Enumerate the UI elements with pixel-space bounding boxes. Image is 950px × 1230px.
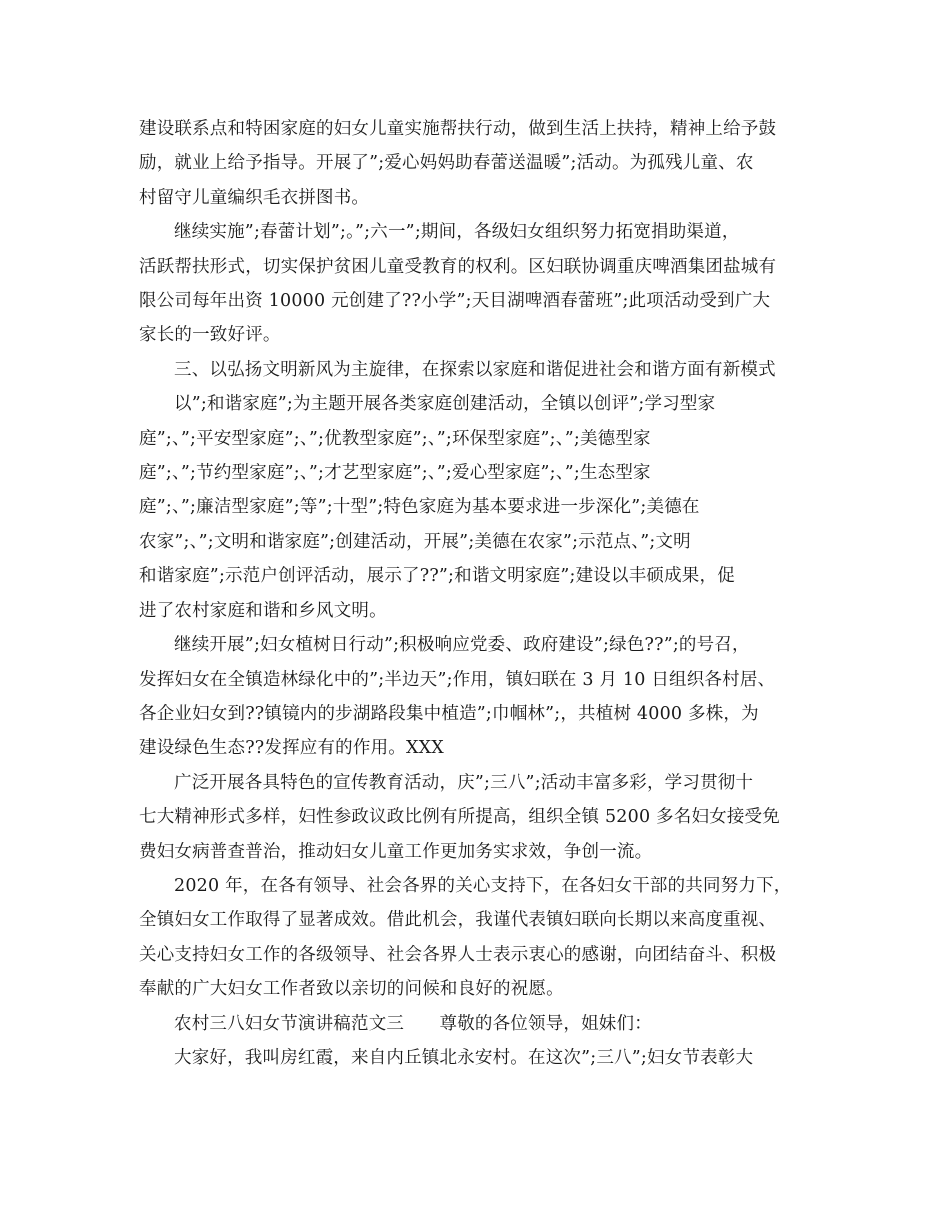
- paragraph: [139, 353, 829, 387]
- paragraph: [139, 1041, 829, 1075]
- text-line: 庭”;、”;节约型家庭”;、”;才艺型家庭”;、”;爱心型家庭”;、”;生态型家: [139, 463, 651, 484]
- paragraph: [139, 1007, 829, 1041]
- text-line: 七大精神形式多样，妇性参政议政比例有所提高，组织全镇 5200 多名妇女接受免: [139, 807, 780, 828]
- document-body: [139, 112, 829, 1075]
- text-line: 费妇女病普查普治，推动妇女儿童工作更加务实求效，争创一流。: [139, 841, 653, 862]
- text-line: 继续开展”;妇女植树日行动”;积极响应党委、政府建设”;绿色??”;的号召，: [174, 635, 750, 656]
- text-line: 活跃帮扶形式，切实保护贫困儿童受教育的权利。区妇联协调重庆啤酒集团盐城有: [139, 256, 777, 277]
- paragraph: [139, 628, 829, 766]
- text-line: 全镇妇女工作取得了显著成效。借此机会，我谨代表镇妇联向长期以来高度重视、: [139, 910, 777, 931]
- text-line: 三、以弘扬文明新风为主旋律，在探索以家庭和谐促进社会和谐方面有新模式: [174, 359, 776, 380]
- text-line: 发挥妇女在全镇造林绿化中的”;半边天”;作用，镇妇联在 3 月 10 日组织各村居、: [139, 669, 776, 690]
- text-line: 农家”;、”;文明和谐家庭”;创建活动，开展”;美德在农家”;示范点、”;文明: [139, 531, 691, 552]
- text-line: 2020 年，在各有领导、社会各界的关心支持下，在各妇女干部的共同努力下，: [174, 875, 792, 896]
- text-line: 建设联系点和特困家庭的妇女儿童实施帮扶行动，做到生活上扶持，精神上给予鼓: [139, 119, 777, 139]
- text-line: 家长的一致好评。: [139, 325, 281, 346]
- paragraph: [139, 215, 829, 353]
- text-line: 奉献的广大妇女工作者致以亲切的问候和良好的祝愿。: [139, 979, 564, 1000]
- text-line: 和谐家庭”;示范户创评活动，展示了??”;和谐文明家庭”;建设以丰硕成果，促: [139, 566, 735, 587]
- text-line: 各企业妇女到??镇镜内的步湖路段集中植造”;巾帼林”;，共植树 4000 多株，为: [139, 703, 759, 724]
- text-line: 建设绿色生态??发挥应有的作用。XXX: [139, 738, 444, 759]
- text-line: 关心支持妇女工作的各级领导、社会各界人士表示衷心的感谢，向团结奋斗、积极: [139, 944, 777, 965]
- text-line: 村留守儿童编织毛衣拼图书。: [139, 187, 370, 208]
- text-line: 农村三八妇女节演讲稿范文三 尊敬的各位领导，姐妹们：: [174, 1013, 652, 1034]
- text-line: 庭”;、”;廉洁型家庭”;等”;十型”;特色家庭为基本要求进一步深化”;美德在: [139, 497, 700, 518]
- text-line: 限公司每年出资 10000 元创建了??小学”;天目湖啤酒春蕾班”;此项活动受到广大: [139, 291, 771, 312]
- text-line: 庭”;、”;平安型家庭”;、”;优教型家庭”;、”;环保型家庭”;、”;美德型家: [139, 428, 651, 449]
- paragraph: [139, 766, 829, 869]
- paragraph: [139, 387, 829, 628]
- paragraph: [139, 112, 829, 215]
- text-line: 大家好，我叫房红霞，来自内丘镇北永安村。在这次”;三八”;妇女节表彰大: [174, 1047, 754, 1068]
- paragraph: [139, 869, 829, 1007]
- text-line: 以”;和谐家庭”;为主题开展各类家庭创建活动，全镇以创评”;学习型家: [174, 394, 716, 415]
- text-line: 励，就业上给予指导。开展了”;爱心妈妈助春蕾送温暖”;活动。为孤残儿童、农: [139, 153, 754, 174]
- text-line: 继续实施”;春蕾计划”;。”;六一”;期间，各级妇女组织努力拓宽捐助渠道，: [174, 222, 740, 243]
- text-line: 广泛开展各具特色的宣传教育活动，庆”;三八”;活动丰富多彩，学习贯彻十: [174, 772, 754, 793]
- text-line: 进了农村家庭和谐和乡风文明。: [139, 600, 387, 621]
